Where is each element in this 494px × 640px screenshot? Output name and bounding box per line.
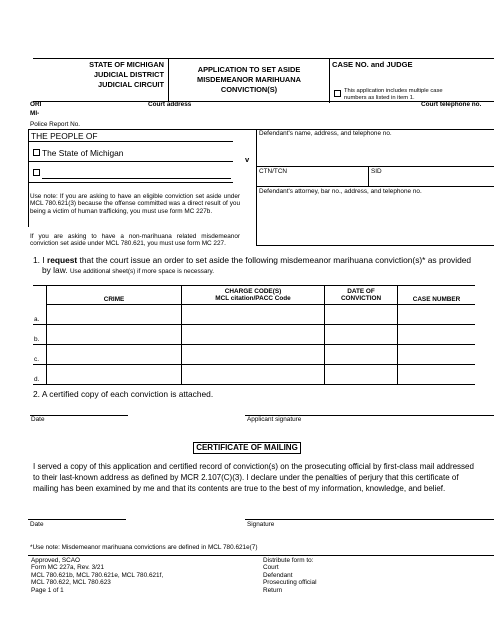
case-input-c[interactable] bbox=[399, 351, 474, 358]
other-party-input[interactable] bbox=[42, 168, 231, 179]
applicant-signature-label: Applicant signature bbox=[247, 416, 302, 423]
charge-input-c[interactable] bbox=[183, 351, 323, 358]
crime-input-c[interactable] bbox=[48, 351, 180, 358]
form-title-line3: CONVICTION(S) bbox=[220, 85, 278, 94]
applicant-signature-input[interactable] bbox=[245, 406, 494, 416]
date-label-1: Date bbox=[31, 416, 45, 423]
attorney-label: Defendant's attorney, bar no., address, and telephone no. bbox=[259, 188, 422, 195]
date-input-a[interactable] bbox=[326, 311, 396, 318]
people-of-label: THE PEOPLE OF bbox=[31, 131, 98, 141]
table-row bbox=[33, 305, 475, 325]
footer-mcl-line1: MCL 780.621b, MCL 780.621e, MCL 780.621f, bbox=[31, 571, 164, 579]
charge-input-a[interactable] bbox=[183, 311, 323, 318]
item1-prefix: 1. I bbox=[33, 255, 47, 265]
charge-input-b[interactable] bbox=[183, 331, 323, 338]
court-circuit: JUDICIAL CIRCUIT bbox=[98, 80, 164, 89]
date-input-1[interactable] bbox=[30, 406, 128, 416]
case-input-a[interactable] bbox=[399, 311, 474, 318]
footer-page-number: Page 1 of 1 bbox=[31, 586, 64, 594]
state-of-michigan-checkbox[interactable] bbox=[33, 149, 40, 156]
distribute-return: Return bbox=[263, 586, 283, 594]
multiple-case-text-line1: This application includes multiple case bbox=[344, 88, 443, 94]
date-input-c[interactable] bbox=[326, 351, 396, 358]
certificate-of-mailing-title: CERTIFICATE OF MAILING bbox=[193, 442, 301, 454]
row-letter-b: b. bbox=[33, 325, 47, 345]
police-report-label: Police Report No. bbox=[30, 121, 81, 128]
distribute-label: Distribute form to: bbox=[263, 557, 314, 564]
date-input-b[interactable] bbox=[326, 331, 396, 338]
signature-label: Signature bbox=[247, 521, 275, 528]
multiple-case-text-line2: numbers as listed in item 1. bbox=[344, 94, 415, 101]
col-case-number: CASE NUMBER bbox=[398, 286, 476, 305]
item1-text-line2: by law. bbox=[42, 265, 68, 275]
mi-label: MI- bbox=[30, 110, 40, 117]
convictions-table bbox=[33, 285, 475, 385]
date-input-d[interactable] bbox=[326, 371, 396, 378]
table-row bbox=[33, 345, 475, 365]
item1-request-word: request bbox=[46, 255, 78, 265]
sid-label: SID bbox=[371, 168, 382, 175]
use-note-trafficking: Use note: If you are asking to have an eligible conviction set aside under MCL 780.621(3) because the offense committed was a direct result of you being a victim of human trafficking, you must use form MC 227b. bbox=[30, 193, 240, 215]
other-party-checkbox[interactable] bbox=[33, 169, 40, 176]
crime-input-d[interactable] bbox=[48, 371, 180, 378]
distribute-prosecuting: Prosecuting official bbox=[263, 579, 317, 587]
distribute-defendant: Defendant bbox=[263, 571, 293, 579]
case-input-b[interactable] bbox=[399, 331, 474, 338]
certificate-body: I served a copy of this application and certified record of conviction(s) on the prosecuting official by first-class mail addressed to their last-known address as defined by MCR 2.107(C)(3). I declare under the penalties of perjury that this certificate of mailing has been examined by me and that its contents are true to the best of my information, knowledge, and belief. bbox=[33, 462, 474, 493]
footer-mcl-line2: MCL 780.622, MCL 780.623 bbox=[31, 579, 111, 587]
case-number-input[interactable] bbox=[332, 70, 492, 84]
court-address-label: Court address bbox=[148, 101, 192, 108]
multiple-case-checkbox[interactable] bbox=[334, 90, 341, 97]
footer-form-number: Form MC 227a, Rev. 3/21 bbox=[31, 564, 105, 572]
ori-label: ORI bbox=[30, 101, 42, 108]
state-of-michigan-label: The State of Michigan bbox=[42, 148, 124, 158]
table-row bbox=[33, 365, 475, 385]
date-input-2[interactable] bbox=[28, 510, 126, 520]
court-state: STATE OF MICHIGAN bbox=[89, 60, 164, 69]
item2-text: 2. A certified copy of each conviction is attached. bbox=[33, 389, 214, 399]
case-number-label: CASE NO. and JUDGE bbox=[332, 60, 413, 69]
footer-approved: Approved, SCAO bbox=[31, 557, 81, 564]
case-input-d[interactable] bbox=[399, 371, 474, 378]
use-note-non-marihuana: If you are asking to have a non-marihuana related misdemeanor conviction set aside under MCL 780.621, you must use form MC 227. bbox=[30, 233, 240, 248]
ctn-tcn-label: CTN/TCN bbox=[259, 168, 288, 175]
crime-input-b[interactable] bbox=[48, 331, 180, 338]
defendant-label: Defendant's name, address, and telephone no. bbox=[259, 130, 392, 137]
item1-text: that the court issue an order to set aside the following misdemeanor marihuana conviction(s)* as provided bbox=[77, 255, 472, 265]
item1-additional-sheets: Use additional sheet(s) if more space is necessary. bbox=[69, 268, 215, 275]
distribute-court: Court bbox=[263, 564, 279, 572]
row-letter-a: a. bbox=[33, 305, 47, 325]
attorney-input[interactable] bbox=[259, 198, 491, 238]
versus-label: v bbox=[245, 155, 250, 164]
court-district: JUDICIAL DISTRICT bbox=[93, 70, 164, 79]
row-letter-d: d. bbox=[33, 365, 47, 385]
form-title-line2: MISDEMEANOR MARIHUANA bbox=[197, 75, 301, 84]
row-letter-c: c. bbox=[33, 345, 47, 365]
form-title-line1: APPLICATION TO SET ASIDE bbox=[197, 65, 301, 74]
charge-input-d[interactable] bbox=[183, 371, 323, 378]
signature-input[interactable] bbox=[245, 510, 494, 520]
crime-input-a[interactable] bbox=[48, 311, 180, 318]
table-row bbox=[33, 325, 475, 345]
footnote: *Use note: Misdemeanor marihuana convictions are defined in MCL 780.621e(7) bbox=[30, 544, 258, 551]
defendant-input[interactable] bbox=[259, 140, 491, 164]
date-label-2: Date bbox=[30, 521, 44, 528]
col-charge-code: CHARGE CODE(S) MCL citation/PACC Code bbox=[182, 286, 325, 305]
col-crime: CRIME bbox=[47, 286, 182, 305]
col-date-of-conviction: DATE OF CONVICTION bbox=[325, 286, 398, 305]
court-phone-label: Court telephone no. bbox=[421, 101, 482, 108]
